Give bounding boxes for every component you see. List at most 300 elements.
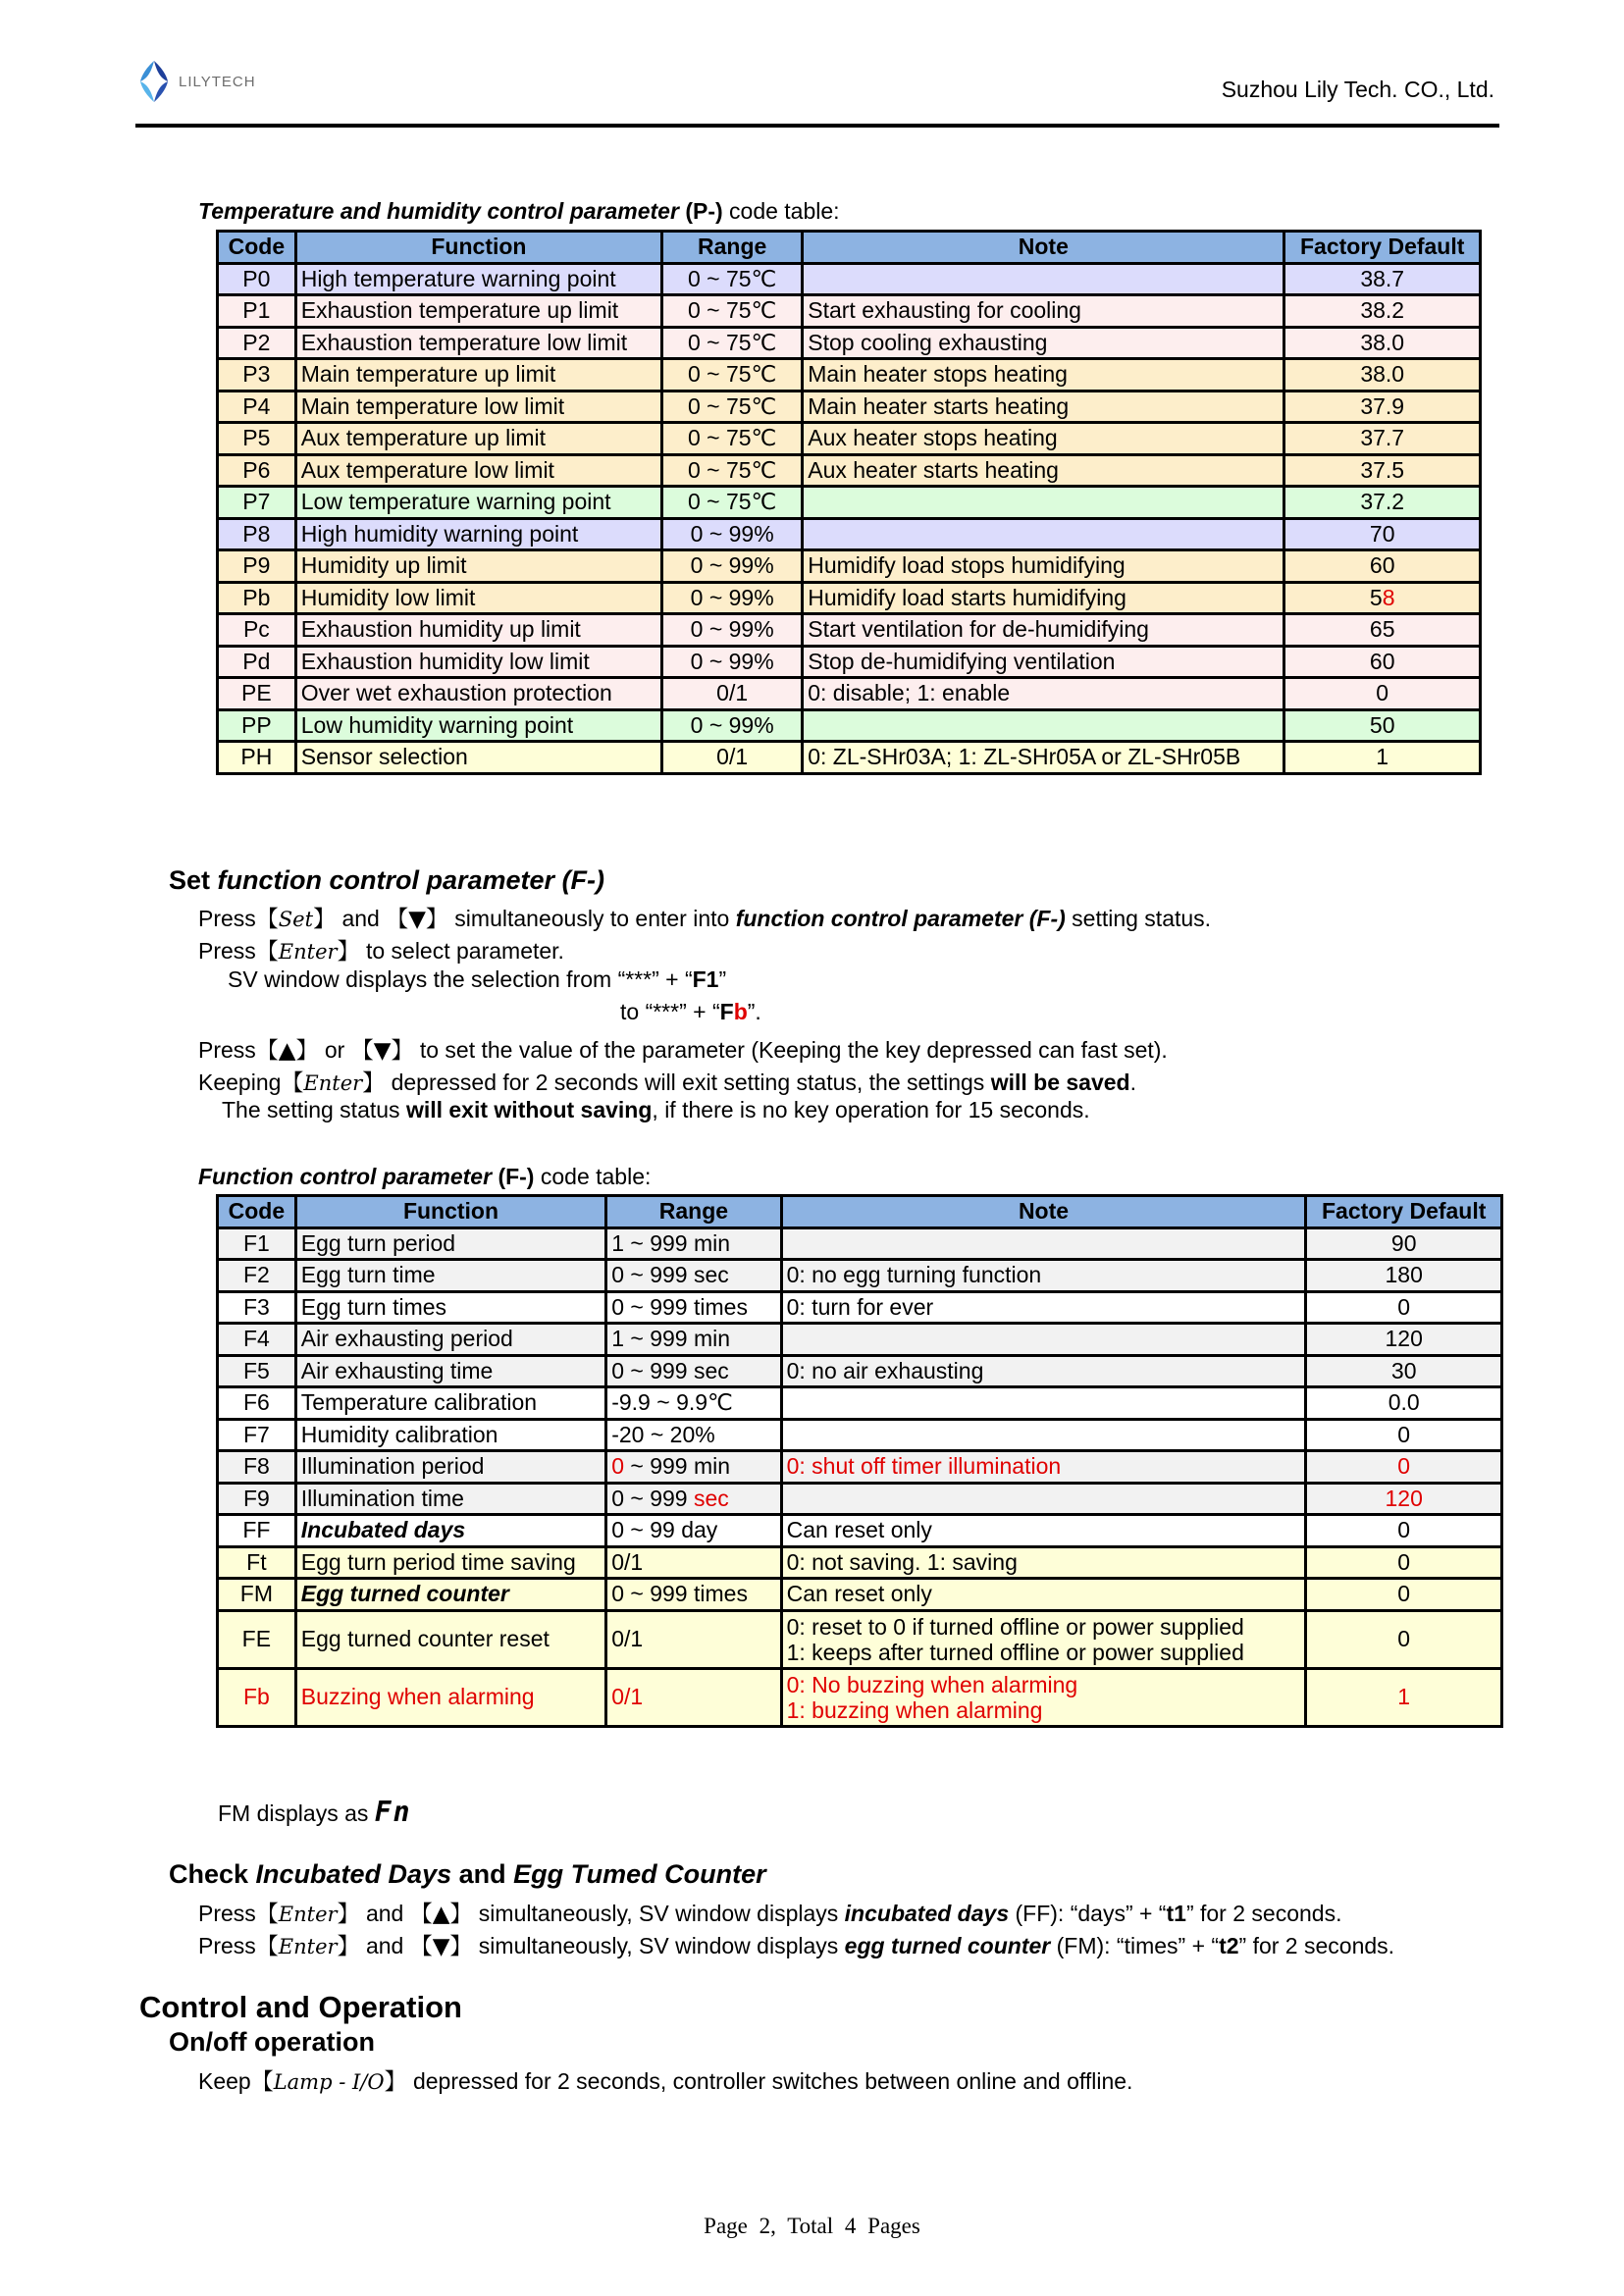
cell-range: 0/1 <box>662 742 803 774</box>
fm-display-note <box>218 1796 411 1828</box>
text-emphasis: will exit without saving <box>405 1097 653 1122</box>
cell-factory-default: 37.7 <box>1284 423 1481 455</box>
default-digit: 5 <box>1369 584 1383 610</box>
cell-factory-default: 37.5 <box>1284 454 1481 487</box>
code-b-red: b <box>733 999 748 1024</box>
text: Keeping <box>198 1070 282 1095</box>
cell-factory-default: 38.0 <box>1284 359 1481 391</box>
cell-function: Illumination time <box>295 1483 605 1515</box>
text-italic: Egg Tumed Counter <box>513 1859 766 1889</box>
text: SV window displays the selection from “***” + “ <box>228 966 693 992</box>
cell-note <box>803 709 1284 742</box>
cell-function: Air exhausting period <box>295 1324 605 1356</box>
header-range: Range <box>662 232 803 264</box>
table-row <box>218 1483 1502 1515</box>
check-instruction-2 <box>198 1928 1394 1960</box>
cell-code: Pd <box>218 646 296 678</box>
cell-range: 1 ~ 999 min <box>606 1227 781 1260</box>
cell-note <box>803 518 1284 550</box>
cell-range: 0 ~ 99% <box>662 582 803 614</box>
cell-range: 0 ~ 99% <box>662 709 803 742</box>
cell-factory-default: 180 <box>1306 1260 1502 1292</box>
f-instruction-5 <box>198 1032 1168 1065</box>
header-factory-default: Factory Default <box>1306 1196 1502 1228</box>
table-row <box>218 1355 1502 1387</box>
f-table-caption <box>198 1164 651 1190</box>
table-row <box>218 678 1481 710</box>
cell-function: Exhaustion humidity low limit <box>295 646 661 678</box>
cell-factory-default: 50 <box>1284 709 1481 742</box>
code-f: F <box>719 999 734 1024</box>
company-logo <box>137 59 256 104</box>
lilytech-logo-icon <box>137 59 171 104</box>
cell-range: 1 ~ 999 min <box>606 1324 781 1356</box>
up-key: 【▲】 <box>255 1038 319 1064</box>
note-line-1: 0: No buzzing when alarming <box>786 1671 1078 1697</box>
range-red: sec <box>694 1485 729 1511</box>
text-emphasis: incubated days <box>844 1901 1010 1926</box>
text: ” <box>718 966 727 992</box>
down-key: 【▼】 <box>409 1934 473 1959</box>
cell-function: High humidity warning point <box>295 518 661 550</box>
table-row <box>218 1419 1502 1451</box>
cell-range: 0 ~ 75℃ <box>662 295 803 328</box>
cell-factory-default: 30 <box>1306 1355 1502 1387</box>
onoff-subheading: On/off operation <box>169 2027 375 2057</box>
text: . <box>1129 1070 1136 1095</box>
cell-range <box>606 1483 781 1515</box>
key-label: Enter <box>303 1071 363 1095</box>
table-row <box>218 1324 1502 1356</box>
key-label: Enter <box>278 1935 338 1958</box>
text: Press <box>198 1933 256 1958</box>
enter-key: 【Enter】 <box>281 1070 386 1096</box>
text: (FF): “days” + “ <box>1009 1901 1167 1926</box>
cell-code: Ft <box>218 1546 296 1579</box>
cell-factory-default: 120 <box>1306 1324 1502 1356</box>
cell-range: 0/1 <box>662 678 803 710</box>
text: depressed for 2 seconds, controller switches between online and offline. <box>406 2068 1133 2094</box>
table-row <box>218 454 1481 487</box>
header-note: Note <box>781 1196 1306 1228</box>
table-row <box>218 1451 1502 1484</box>
f-section-heading <box>169 865 604 896</box>
cell-code: Pc <box>218 614 296 647</box>
cell-code: PE <box>218 678 296 710</box>
cell-factory-default: 0 <box>1306 1451 1502 1484</box>
cell-code: P4 <box>218 391 296 423</box>
text: simultaneously to enter into <box>447 906 736 931</box>
cell-factory-default: 38.2 <box>1284 295 1481 328</box>
down-arrow-icon: ▼ <box>373 1038 392 1064</box>
f-heading-italic: function control parameter (F-) <box>217 865 605 895</box>
text: Keep <box>198 2068 251 2094</box>
table-row <box>218 295 1481 328</box>
table-row <box>218 518 1481 550</box>
header-code: Code <box>218 1196 296 1228</box>
text: ” for 2 seconds. <box>1185 1901 1342 1926</box>
cell-function: Humidity low limit <box>295 582 661 614</box>
cell-range: 0 ~ 999 sec <box>606 1355 781 1387</box>
table-row <box>218 1387 1502 1420</box>
table-row <box>218 391 1481 423</box>
cell-range: 0/1 <box>606 1546 781 1579</box>
cell-code: P0 <box>218 263 296 295</box>
cell-range: -20 ~ 20% <box>606 1419 781 1451</box>
cell-code: F3 <box>218 1291 296 1324</box>
cell-note: 0: not saving. 1: saving <box>781 1546 1306 1579</box>
text: , if there is no key operation for 15 seconds. <box>652 1097 1090 1122</box>
cell-note: Start exhausting for cooling <box>803 295 1284 328</box>
cell-code: P7 <box>218 487 296 519</box>
text-emphasis: will be saved <box>990 1070 1130 1095</box>
header-function: Function <box>295 1196 605 1228</box>
cell-factory-default: 60 <box>1284 550 1481 583</box>
cell-range <box>606 1451 781 1484</box>
text: and <box>336 906 387 931</box>
cell-function: High temperature warning point <box>295 263 661 295</box>
cell-range: 0 ~ 99 day <box>606 1515 781 1547</box>
f-caption-italic: Function control parameter <box>198 1164 493 1189</box>
cell-code: P5 <box>218 423 296 455</box>
cell-note: Stop de-humidifying ventilation <box>803 646 1284 678</box>
header-factory-default: Factory Default <box>1284 232 1481 264</box>
table-header-row <box>218 232 1481 264</box>
cell-function: Exhaustion temperature up limit <box>295 295 661 328</box>
cell-note: 0: turn for ever <box>781 1291 1306 1324</box>
cell-code: F7 <box>218 1419 296 1451</box>
cell-note <box>781 1419 1306 1451</box>
cell-function: Egg turned counter <box>295 1579 605 1611</box>
f-instruction-4 <box>620 999 761 1025</box>
cell-note: Start ventilation for de-humidifying <box>803 614 1284 647</box>
cell-factory-default: 60 <box>1284 646 1481 678</box>
table-row <box>218 582 1481 614</box>
text: Press <box>198 1901 256 1926</box>
cell-note: Humidify load stops humidifying <box>803 550 1284 583</box>
set-key: 【Set】 <box>255 907 337 932</box>
key-label: Enter <box>278 1903 338 1926</box>
table-row <box>218 1546 1502 1579</box>
cell-note: Aux heater stops heating <box>803 423 1284 455</box>
text: Press <box>198 938 256 964</box>
cell-note: 0: shut off timer illumination <box>781 1451 1306 1484</box>
table-row <box>218 614 1481 647</box>
text: (FM): “times” + “ <box>1050 1933 1220 1958</box>
cell-function: Exhaustion temperature low limit <box>295 327 661 359</box>
table-row <box>218 709 1481 742</box>
cell-factory-default: 70 <box>1284 518 1481 550</box>
cell-note: Stop cooling exhausting <box>803 327 1284 359</box>
cell-range: 0 ~ 99% <box>662 518 803 550</box>
code-t2: t2 <box>1219 1933 1239 1958</box>
cell-code: FM <box>218 1579 296 1611</box>
cell-range: 0 ~ 75℃ <box>662 423 803 455</box>
cell-note: Main heater stops heating <box>803 359 1284 391</box>
f-caption-code: (F-) <box>498 1164 535 1189</box>
cell-note: Aux heater starts heating <box>803 454 1284 487</box>
table-row <box>218 1260 1502 1292</box>
down-arrow-icon: ▼ <box>408 907 426 932</box>
cell-code: P9 <box>218 550 296 583</box>
text-italic: Incubated Days <box>255 1859 452 1889</box>
table-row <box>218 1579 1502 1611</box>
header-rule <box>135 124 1499 128</box>
code-f1: F1 <box>692 966 719 992</box>
note-line-1: 0: reset to 0 if turned offline or power supplied <box>786 1613 1244 1640</box>
key-label: Set <box>278 908 314 931</box>
cell-function: Aux temperature up limit <box>295 423 661 455</box>
text: or <box>318 1037 351 1063</box>
company-name: Suzhou Lily Tech. CO., Ltd. <box>1221 77 1494 102</box>
table-row <box>218 1227 1502 1260</box>
cell-range: -9.9 ~ 9.9℃ <box>606 1387 781 1420</box>
text-emphasis: function control parameter (F-) <box>735 906 1066 931</box>
f-parameter-table <box>216 1194 1503 1728</box>
cell-function: Main temperature low limit <box>295 391 661 423</box>
table-row <box>218 1610 1502 1668</box>
cell-note <box>781 1668 1306 1726</box>
cell-range: 0 ~ 75℃ <box>662 391 803 423</box>
cell-range: 0 ~ 75℃ <box>662 359 803 391</box>
cell-range: 0 ~ 75℃ <box>662 263 803 295</box>
enter-key: 【Enter】 <box>255 1934 360 1959</box>
text: The setting status <box>222 1097 406 1122</box>
cell-code: P2 <box>218 327 296 359</box>
cell-factory-default: 38.7 <box>1284 263 1481 295</box>
cell-range: 0 ~ 99% <box>662 614 803 647</box>
text: and <box>359 1901 410 1926</box>
table-row <box>218 742 1481 774</box>
cell-factory-default: 90 <box>1306 1227 1502 1260</box>
cell-function: Incubated days <box>295 1515 605 1547</box>
cell-range: 0 ~ 99% <box>662 550 803 583</box>
cell-range: 0 ~ 999 times <box>606 1291 781 1324</box>
cell-function: Low temperature warning point <box>295 487 661 519</box>
cell-code: F8 <box>218 1451 296 1484</box>
cell-factory-default: 0 <box>1306 1515 1502 1547</box>
lamp-io-key: 【Lamp - I/O】 <box>250 2069 407 2095</box>
range-rest: 0 ~ 999 <box>611 1485 694 1511</box>
cell-code: F2 <box>218 1260 296 1292</box>
cell-code: F4 <box>218 1324 296 1356</box>
cell-function: Over wet exhaustion protection <box>295 678 661 710</box>
cell-note <box>781 1483 1306 1515</box>
check-section-heading <box>169 1859 766 1890</box>
cell-note <box>803 263 1284 295</box>
enter-key: 【Enter】 <box>255 1902 360 1927</box>
cell-range: 0/1 <box>606 1610 781 1668</box>
text: simultaneously, SV window displays <box>472 1933 845 1958</box>
text: ” for 2 seconds. <box>1238 1933 1395 1958</box>
seven-segment-fm-glyph: Fn <box>374 1796 412 1828</box>
down-arrow-icon: ▼ <box>432 1934 450 1959</box>
cell-function: Egg turn period time saving <box>295 1546 605 1579</box>
logo-text: LILYTECH <box>179 73 256 90</box>
cell-factory-default: 120 <box>1306 1483 1502 1515</box>
down-key: 【▼】 <box>386 907 448 932</box>
cell-code: FF <box>218 1515 296 1547</box>
cell-range: 0/1 <box>606 1668 781 1726</box>
cell-code: F5 <box>218 1355 296 1387</box>
cell-factory-default: 0 <box>1306 1546 1502 1579</box>
key-label: Lamp - I/O <box>273 2070 385 2094</box>
table-row <box>218 550 1481 583</box>
up-arrow-icon: ▲ <box>278 1038 296 1064</box>
cell-factory-default <box>1284 582 1481 614</box>
control-section-heading: Control and Operation <box>139 1990 462 2024</box>
cell-range: 0 ~ 999 times <box>606 1579 781 1611</box>
cell-function: Egg turn times <box>295 1291 605 1324</box>
cell-function: Egg turn period <box>295 1227 605 1260</box>
cell-note: Can reset only <box>781 1515 1306 1547</box>
cell-factory-default: 0 <box>1306 1610 1502 1668</box>
cell-code: PP <box>218 709 296 742</box>
cell-note: 0: no air exhausting <box>781 1355 1306 1387</box>
p-caption-code: (P-) <box>685 198 723 224</box>
cell-function: Egg turn time <box>295 1260 605 1292</box>
cell-code: F6 <box>218 1387 296 1420</box>
cell-function: Temperature calibration <box>295 1387 605 1420</box>
up-key: 【▲】 <box>409 1902 473 1927</box>
table-row <box>218 646 1481 678</box>
cell-factory-default: 37.2 <box>1284 487 1481 519</box>
key-label: Enter <box>278 940 338 964</box>
header-code: Code <box>218 232 296 264</box>
cell-note: 0: no egg turning function <box>781 1260 1306 1292</box>
up-arrow-icon: ▲ <box>432 1902 450 1927</box>
cell-code: PH <box>218 742 296 774</box>
f-instruction-1 <box>198 901 1211 933</box>
cell-note <box>781 1610 1306 1668</box>
text: Press <box>198 906 256 931</box>
cell-note <box>781 1387 1306 1420</box>
f-heading-plain: Set <box>169 865 218 895</box>
cell-note <box>781 1227 1306 1260</box>
f-instruction-7 <box>222 1097 1090 1123</box>
cell-factory-default: 0 <box>1306 1291 1502 1324</box>
cell-function: Low humidity warning point <box>295 709 661 742</box>
p-table-caption <box>198 198 840 225</box>
cell-function: Sensor selection <box>295 742 661 774</box>
cell-function: Air exhausting time <box>295 1355 605 1387</box>
cell-function: Humidity up limit <box>295 550 661 583</box>
cell-range: 0 ~ 99% <box>662 646 803 678</box>
check-instruction-1 <box>198 1896 1341 1928</box>
cell-note: Humidify load starts humidifying <box>803 582 1284 614</box>
note-line-2: 1: buzzing when alarming <box>786 1696 1043 1723</box>
cell-code: P1 <box>218 295 296 328</box>
cell-code: Pb <box>218 582 296 614</box>
cell-factory-default: 38.0 <box>1284 327 1481 359</box>
cell-code: P6 <box>218 454 296 487</box>
f-instruction-2 <box>198 933 564 965</box>
cell-note: Can reset only <box>781 1579 1306 1611</box>
text: Press <box>198 1037 256 1063</box>
range-red: 0 <box>611 1453 625 1480</box>
cell-note <box>803 487 1284 519</box>
table-row <box>218 359 1481 391</box>
text: depressed for 2 seconds will exit setting status, the settings <box>385 1070 991 1095</box>
cell-note: Main heater starts heating <box>803 391 1284 423</box>
cell-range: 0 ~ 75℃ <box>662 487 803 519</box>
cell-code: P3 <box>218 359 296 391</box>
code-t1: t1 <box>1166 1901 1186 1926</box>
cell-note: 0: ZL-SHr03A; 1: ZL-SHr05A or ZL-SHr05B <box>803 742 1284 774</box>
text: and <box>451 1859 514 1889</box>
range-rest: ~ 999 min <box>624 1453 731 1480</box>
table-row <box>218 423 1481 455</box>
cell-range: 0 ~ 999 sec <box>606 1260 781 1292</box>
cell-code: FE <box>218 1610 296 1668</box>
text: Check <box>169 1859 256 1889</box>
cell-factory-default: 1 <box>1306 1668 1502 1726</box>
text: simultaneously, SV window displays <box>472 1901 845 1926</box>
f-instruction-6 <box>198 1065 1136 1097</box>
text: and <box>359 1933 410 1958</box>
down-key: 【▼】 <box>350 1038 414 1064</box>
default-digit-red: 8 <box>1382 584 1395 610</box>
cell-code: P8 <box>218 518 296 550</box>
cell-function: Egg turned counter reset <box>295 1610 605 1668</box>
f-caption-rest: code table: <box>534 1164 652 1189</box>
enter-key: 【Enter】 <box>255 939 360 965</box>
text: ”. <box>747 999 761 1024</box>
cell-note <box>781 1324 1306 1356</box>
page-footer: Page 2, Total 4 Pages <box>704 2214 920 2238</box>
cell-function: Buzzing when alarming <box>295 1668 605 1726</box>
onoff-instruction <box>198 2063 1132 2096</box>
cell-factory-default: 37.9 <box>1284 391 1481 423</box>
cell-function: Exhaustion humidity up limit <box>295 614 661 647</box>
cell-code: F1 <box>218 1227 296 1260</box>
cell-note: 0: disable; 1: enable <box>803 678 1284 710</box>
table-row <box>218 263 1481 295</box>
header-function: Function <box>295 232 661 264</box>
p-caption-italic: Temperature and humidity control parameter <box>198 198 679 224</box>
text: setting status. <box>1065 906 1212 931</box>
table-row <box>218 1668 1502 1726</box>
header-note: Note <box>803 232 1284 264</box>
cell-factory-default: 0 <box>1306 1579 1502 1611</box>
table-row <box>218 1291 1502 1324</box>
table-row <box>218 487 1481 519</box>
p-parameter-table <box>216 230 1482 775</box>
text: to select parameter. <box>359 938 564 964</box>
table-row <box>218 327 1481 359</box>
cell-factory-default: 0.0 <box>1306 1387 1502 1420</box>
text: to set the value of the parameter (Keeping the key depressed can fast set). <box>413 1037 1168 1063</box>
cell-function: Illumination period <box>295 1451 605 1484</box>
cell-function: Main temperature up limit <box>295 359 661 391</box>
header-range: Range <box>606 1196 781 1228</box>
text: to “***” + “ <box>620 999 720 1024</box>
cell-range: 0 ~ 75℃ <box>662 454 803 487</box>
text: FM displays as <box>218 1800 369 1826</box>
cell-code: Fb <box>218 1668 296 1726</box>
note-line-2: 1: keeps after turned offline or power supplied <box>786 1639 1244 1665</box>
cell-factory-default: 1 <box>1284 742 1481 774</box>
table-header-row <box>218 1196 1502 1228</box>
table-row <box>218 1515 1502 1547</box>
text-emphasis: egg turned counter <box>844 1933 1051 1958</box>
f-instruction-3 <box>228 966 726 993</box>
cell-factory-default: 65 <box>1284 614 1481 647</box>
p-caption-rest: code table: <box>722 198 840 224</box>
cell-function: Aux temperature low limit <box>295 454 661 487</box>
cell-factory-default: 0 <box>1306 1419 1502 1451</box>
cell-function: Humidity calibration <box>295 1419 605 1451</box>
